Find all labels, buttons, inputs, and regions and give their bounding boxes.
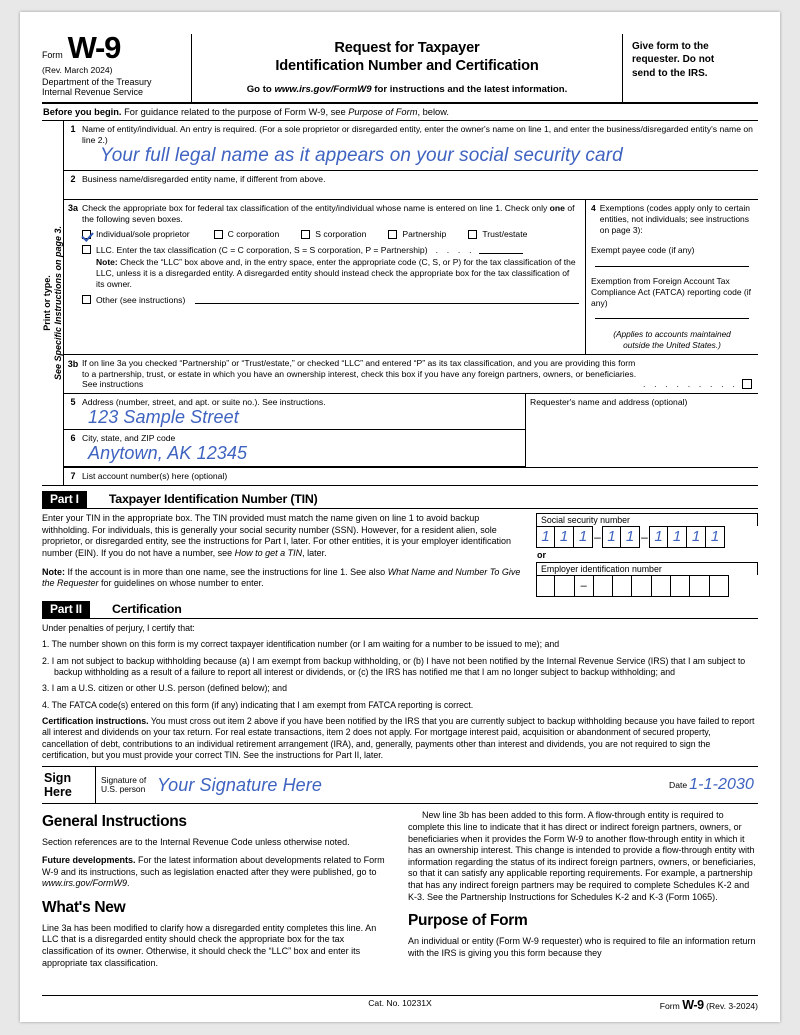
give-line-3: send to the IRS. bbox=[632, 67, 708, 79]
fatca-applies-note-line-2: outside the United States.) bbox=[623, 339, 721, 350]
checkbox-c-corporation[interactable] bbox=[214, 229, 280, 239]
line-2-number: 2 bbox=[70, 174, 76, 185]
general-instructions-section bbox=[42, 804, 758, 975]
part-1-note-b: for guidelines on whose number to enter. bbox=[98, 578, 264, 589]
footer-form-identity bbox=[522, 998, 758, 1012]
ein-digit-2[interactable] bbox=[555, 575, 574, 597]
requester-label: Requester's name and address (optional) bbox=[530, 397, 688, 408]
line-3a-number: 3a bbox=[67, 203, 78, 214]
checkbox-partnership-box-icon[interactable] bbox=[388, 230, 397, 239]
footer-form-revision: (Rev. 3-2024) bbox=[706, 1001, 758, 1011]
instructions-column-left bbox=[42, 810, 392, 975]
certification-instructions-text: You must cross out item 2 above if you have been notified by the IRS that you are currently subject to backup withholding because you have failed to report all interest and dividends on your tax return. For real estate transactions, item 2 does not apply. For mortgage interest paid, acquisition or abandonment of secured property, cancellation of debt, contributions to an individual retirement arrangement (IRA), and, generally, payments other than interest and dividends, you are not required to sign the certification, but you must provide your correct TIN. See the instructions for Part II, later. bbox=[42, 716, 755, 761]
part-1-note bbox=[42, 567, 526, 590]
whats-new-paragraph-2: New line 3b has been added to this form. A flow-through entity is required to complete this line to indicate that it has direct or indirect foreign partners, owners, or beneficiaries when it provides the Form W-9 to another flow-through entity in which it has an ownership interest. This change is intended to provide a flow-through entity with information regarding the status of its indirect foreign partners, owners, or beneficiaries, so that it can satisfy any applicable reporting requirements. For example, a partnership that has any indirect foreign partners may be required to complete Schedules K-2 and K-3. See the Partnership Instructions for Schedules K-2 and K-3 (Form 1065). bbox=[408, 810, 756, 902]
footer-left-spacer bbox=[42, 998, 278, 1012]
part-1-note-a: If the account is in more than one name, see the instructions for line 1. See also bbox=[65, 566, 388, 577]
form-header bbox=[42, 30, 758, 104]
sign-here-line-2: Here bbox=[44, 785, 72, 800]
line-1-label: Name of entity/individual. An entry is required. (For a sole proprietor or disregarded entity, enter the owner's name on line 1, and enter the business/disregarded entity's name on line 2.) bbox=[82, 124, 753, 145]
heading-purpose-of-form: Purpose of Form bbox=[408, 912, 528, 930]
line-3a-label-part2: of the following seven boxes. bbox=[82, 203, 575, 224]
checkbox-llc-label: LLC. Enter the tax classification (C = C corporation, S = S corporation, P = Partnership) bbox=[96, 244, 428, 255]
signature-row bbox=[42, 766, 758, 804]
form-page bbox=[20, 12, 780, 1022]
part-2-chip: Part II bbox=[42, 601, 90, 618]
ssn-digit-3[interactable]: 1 bbox=[574, 526, 593, 548]
ssn-dash-2: – bbox=[641, 529, 648, 544]
ein-digit-9[interactable] bbox=[710, 575, 729, 597]
ein-digit-4[interactable] bbox=[613, 575, 632, 597]
ssn-digit-9[interactable]: 1 bbox=[706, 526, 725, 548]
ein-digit-1[interactable] bbox=[536, 575, 555, 597]
checkbox-partnership-label: Partnership bbox=[402, 229, 447, 240]
line-7-row bbox=[64, 467, 758, 485]
line-5-address-input[interactable]: 123 Sample Street bbox=[88, 406, 239, 427]
line-6-label: City, state, and ZIP code bbox=[82, 433, 176, 444]
give-line-1: Give form to the bbox=[632, 41, 709, 52]
part-1-text-block bbox=[42, 513, 536, 597]
address-block bbox=[64, 394, 526, 467]
ssn-digit-6[interactable]: 1 bbox=[649, 526, 668, 548]
line-3b-dot-leader: . . . . . . . . . bbox=[643, 379, 738, 390]
part-1-paragraph-1 bbox=[42, 513, 526, 560]
line-1-name-input[interactable]: Your full legal name as it appears on your social security card bbox=[100, 145, 623, 167]
llc-checkbox-row bbox=[82, 245, 579, 255]
department-line-2: Internal Revenue Service bbox=[42, 86, 144, 97]
date-input[interactable]: 1-1-2030 bbox=[689, 776, 754, 794]
line-1-number: 1 bbox=[70, 124, 76, 135]
certification-item-2: 2. I am not subject to backup withholding because (a) I am exempt from backup withholding, or (b) I have not been notified by the Internal Revenue Service (IRS) that I am subject to backup withholding as a result of a failure to report all interest or dividends, or (c) the IRS has notified me that I am no longer subject to backup withholding; and bbox=[42, 655, 746, 677]
requester-name-address-block[interactable] bbox=[526, 394, 758, 467]
before-you-begin-tail: , below. bbox=[417, 107, 449, 118]
fatca-applies-note bbox=[591, 329, 753, 350]
footer-form-number: W-9 bbox=[682, 998, 704, 1012]
line-3a-label bbox=[82, 203, 579, 224]
checkbox-partnership[interactable] bbox=[388, 229, 446, 239]
line-6-cell[interactable] bbox=[82, 430, 525, 465]
line-7-cell[interactable] bbox=[82, 468, 758, 485]
certification-intro: Under penalties of perjury, I certify that: bbox=[42, 622, 195, 633]
form-sheet bbox=[20, 12, 780, 1022]
checkbox-other-label: Other (see instructions) bbox=[96, 294, 186, 305]
checkbox-trust-estate[interactable] bbox=[468, 229, 527, 239]
side-label-print-or-type: Print or type. bbox=[41, 275, 52, 331]
sign-here-label bbox=[42, 767, 96, 803]
form-rows bbox=[64, 121, 758, 484]
part-1-para-b: , later. bbox=[302, 547, 327, 558]
line-1-cell[interactable] bbox=[82, 121, 758, 170]
line-1-row bbox=[64, 121, 758, 171]
line-7-number: 7 bbox=[70, 470, 76, 481]
ssn-digit-1[interactable]: 1 bbox=[536, 526, 555, 548]
ssn-digit-2[interactable]: 1 bbox=[555, 526, 574, 548]
checkbox-other-box-icon[interactable] bbox=[82, 295, 91, 304]
form-number: W-9 bbox=[67, 30, 121, 65]
part-1-note-label: Note: bbox=[42, 566, 65, 577]
form-revision-date: (Rev. March 2024) bbox=[42, 64, 113, 75]
ein-digit-8[interactable] bbox=[690, 575, 709, 597]
line-3b-row bbox=[64, 355, 758, 394]
certification-instructions bbox=[42, 716, 758, 761]
part-1-para-a: Enter your TIN in the appropriate box. The TIN provided must match the name given on line 1 to avoid backup withholding. For individuals, this is generally your social security number (SSN). However, for a resident alien, sole proprietor, or disregarded entity, see the instructions for Part I, later. For other entities, it is your employer identification number (EIN). If you do not have a number, see bbox=[42, 512, 512, 558]
side-label-see-instructions: See Specific Instructions on page 3. bbox=[52, 226, 63, 381]
tin-entry-block bbox=[536, 513, 758, 597]
ein-dash: – bbox=[575, 575, 594, 597]
part-1-content bbox=[42, 509, 758, 597]
line-2-cell[interactable] bbox=[82, 171, 758, 199]
part-2-title: Certification bbox=[111, 601, 182, 616]
before-you-begin-label: Before you begin. bbox=[43, 107, 122, 118]
side-instruction-strip bbox=[42, 121, 64, 484]
how-to-get-a-tin-ref: How to get a TIN bbox=[234, 547, 303, 558]
ein-digit-3[interactable] bbox=[594, 575, 613, 597]
line-4-title: Exemptions (codes apply only to certain entities, not individuals; see instructions on page 3): bbox=[599, 203, 750, 235]
llc-classification-input[interactable] bbox=[479, 245, 523, 254]
checkbox-individual-sole-proprietor[interactable] bbox=[82, 229, 190, 239]
irs-website-note bbox=[200, 84, 614, 95]
line-3a-and-4-row bbox=[64, 200, 758, 355]
section-references-paragraph: Section references are to the Internal Revenue Code unless otherwise noted. bbox=[42, 837, 350, 848]
line-3a-label-part1: Check the appropriate box for federal tax classification of the entity/individual whose name is entered on line 1. Check only bbox=[82, 203, 550, 214]
exempt-payee-code-label: Exempt payee code (if any) bbox=[591, 244, 695, 255]
tin-or-separator: or bbox=[537, 549, 546, 560]
line-3a-label-emphasis: one bbox=[549, 203, 565, 214]
llc-note bbox=[82, 257, 579, 289]
other-classification-input[interactable] bbox=[195, 295, 579, 304]
part-1-chip: Part I bbox=[42, 491, 87, 508]
signature-caption-line-2: U.S. person bbox=[101, 784, 146, 795]
checkbox-llc-box-icon[interactable] bbox=[82, 245, 91, 254]
future-developments-paragraph bbox=[42, 855, 392, 890]
other-checkbox-row bbox=[82, 295, 579, 305]
irs-url-link[interactable]: www.irs.gov/FormW9 bbox=[274, 83, 372, 95]
signature-input[interactable]: Your Signature Here bbox=[157, 774, 322, 795]
future-developments-url[interactable]: www.irs.gov/FormW9 bbox=[42, 878, 128, 889]
ssn-digit-7[interactable]: 1 bbox=[668, 526, 687, 548]
line-6-city-state-zip-input[interactable]: Anytown, AK 12345 bbox=[88, 442, 248, 463]
line-6-number: 6 bbox=[70, 433, 76, 444]
tax-classification-checkbox-row bbox=[82, 229, 579, 239]
checkbox-s-corporation[interactable] bbox=[301, 229, 366, 239]
ein-label: Employer identification number bbox=[536, 562, 758, 575]
checkbox-individual-label: Individual/sole proprietor bbox=[96, 229, 190, 240]
form-title-line-1: Request for Taxpayer bbox=[334, 40, 480, 56]
certification-item-4: 4. The FATCA code(s) entered on this form (if any) indicating that I am exempt from FATCA reporting is correct. bbox=[42, 699, 474, 710]
checkbox-trust-estate-label: Trust/estate bbox=[482, 229, 528, 240]
llc-note-text: Check the “LLC” box above and, in the entry space, enter the appropriate code (C, S, or P) for the tax classification of the LLC, unless it is a disregarded entity. A disregarded entity should instead check the appropriate box for the tax classification of its owner. bbox=[96, 257, 576, 289]
ein-digit-5[interactable] bbox=[632, 575, 651, 597]
page-footer bbox=[42, 995, 758, 1012]
fatca-applies-note-line-1: (Applies to accounts maintained bbox=[613, 329, 731, 340]
exempt-payee-code-input[interactable] bbox=[595, 266, 749, 267]
purpose-of-form-ref: Purpose of Form bbox=[348, 107, 418, 118]
form-body bbox=[42, 121, 758, 485]
checkbox-c-corp-box-icon[interactable] bbox=[214, 230, 223, 239]
llc-note-label: Note: bbox=[96, 257, 118, 268]
checkbox-s-corp-label: S corporation bbox=[315, 229, 367, 240]
line-2-row bbox=[64, 171, 758, 200]
certification-item-3: 3. I am a U.S. citizen or other U.S. person (defined below); and bbox=[42, 683, 287, 694]
part-2-certification-text bbox=[42, 619, 758, 761]
ssn-dash-1: – bbox=[594, 529, 601, 544]
ssn-label: Social security number bbox=[536, 513, 758, 526]
line-5-cell[interactable] bbox=[82, 394, 525, 429]
line-5-label: Address (number, street, and apt. or suite no.). See instructions. bbox=[82, 397, 326, 408]
line-3b-text: If on line 3a you checked “Partnership” or “Trust/estate,” or checked “LLC” and entered “P” as its tax classification, and you are providing this form to a partnership, trust, or estate in which you have an ownership interest, check this box if you have any foreign partners, owners, or beneficiaries. See instructions bbox=[82, 358, 637, 390]
line-4-number: 4 bbox=[591, 203, 596, 214]
checkbox-individual-box-icon[interactable] bbox=[82, 230, 91, 239]
line-7-label: List account number(s) here (optional) bbox=[82, 470, 228, 481]
line-3b-number: 3b bbox=[67, 359, 79, 370]
future-developments-label: Future developments. bbox=[42, 854, 136, 865]
ssn-digit-8[interactable]: 1 bbox=[687, 526, 706, 548]
fatca-code-input[interactable] bbox=[595, 318, 749, 319]
goto-prefix: Go to bbox=[246, 83, 275, 95]
instructions-column-right bbox=[408, 810, 758, 975]
give-line-2: requester. Do not bbox=[632, 54, 715, 66]
header-form-identity bbox=[42, 30, 192, 102]
department-line-1: Department of the Treasury bbox=[42, 76, 152, 87]
future-developments-text: For the latest information about developments related to Form W-9 and its instructions, such as legislation enacted after they were published, go to bbox=[42, 854, 385, 877]
checkbox-c-corp-label: C corporation bbox=[227, 229, 280, 240]
checkbox-trust-estate-box-icon[interactable] bbox=[468, 230, 477, 239]
give-form-note bbox=[623, 34, 758, 102]
llc-dot-leader: . . . . bbox=[435, 244, 475, 255]
ssn-digit-4[interactable]: 1 bbox=[602, 526, 621, 548]
before-you-begin-bar bbox=[42, 104, 758, 121]
certification-instructions-label: Certification instructions. bbox=[42, 716, 149, 726]
ein-digit-grid[interactable] bbox=[536, 575, 758, 597]
part-1-header bbox=[42, 491, 758, 509]
form-title-line-2: Identification Number and Certification bbox=[275, 57, 539, 74]
heading-general-instructions: General Instructions bbox=[42, 813, 187, 831]
signature-caption-line-1: Signature of bbox=[101, 774, 147, 785]
checkbox-s-corp-box-icon[interactable] bbox=[301, 230, 310, 239]
ein-digit-6[interactable] bbox=[652, 575, 671, 597]
date-label: Date bbox=[668, 780, 688, 791]
ssn-digit-5[interactable]: 1 bbox=[621, 526, 640, 548]
checkbox-foreign-partners-box-icon[interactable] bbox=[742, 379, 752, 389]
line-2-label: Business name/disregarded entity name, if different from above. bbox=[82, 174, 326, 185]
header-title-block bbox=[192, 34, 623, 102]
part-2-header bbox=[42, 601, 758, 619]
line-3a-block bbox=[64, 200, 586, 354]
whats-new-paragraph-1: Line 3a has been modified to clarify how a disregarded entity completes this line. An LLC that is a disregarded entity should check the appropriate box for the tax classification of its owner. Otherwise, it should check the “LLC” box and enter its appropriate tax classification. bbox=[42, 922, 377, 968]
before-you-begin-text: For guidance related to the purpose of Form W-9, see bbox=[121, 107, 349, 118]
line-4-exemptions-block bbox=[586, 200, 758, 354]
goto-suffix: for instructions and the latest information. bbox=[371, 83, 568, 95]
certification-item-1: 1. The number shown on this form is my correct taxpayer identification number (or I am waiting for a number to be issued to me); and bbox=[42, 639, 560, 650]
heading-whats-new: What's New bbox=[42, 898, 126, 916]
form-label: Form bbox=[42, 49, 63, 60]
catalog-number: Cat. No. 10231X bbox=[368, 998, 432, 1008]
what-name-and-number-ref: What Name and Number To Give the Requester bbox=[42, 566, 521, 589]
ein-digit-7[interactable] bbox=[671, 575, 690, 597]
future-developments-tail: . bbox=[127, 878, 130, 889]
sign-here-line-1: Sign bbox=[44, 771, 72, 786]
footer-form-label: Form bbox=[659, 1001, 680, 1011]
part-1-title: Taxpayer Identification Number (TIN) bbox=[108, 491, 318, 506]
address-and-requester-row bbox=[64, 394, 758, 467]
line-5-number: 5 bbox=[70, 397, 76, 408]
signature-caption bbox=[101, 776, 149, 795]
purpose-of-form-paragraph: An individual or entity (Form W-9 requester) who is required to file an information return with the IRS is giving you this form because they bbox=[408, 936, 756, 958]
ssn-digit-grid[interactable] bbox=[536, 526, 758, 548]
fatca-code-label: Exemption from Foreign Account Tax Compliance Act (FATCA) reporting code (if any) bbox=[591, 275, 751, 308]
